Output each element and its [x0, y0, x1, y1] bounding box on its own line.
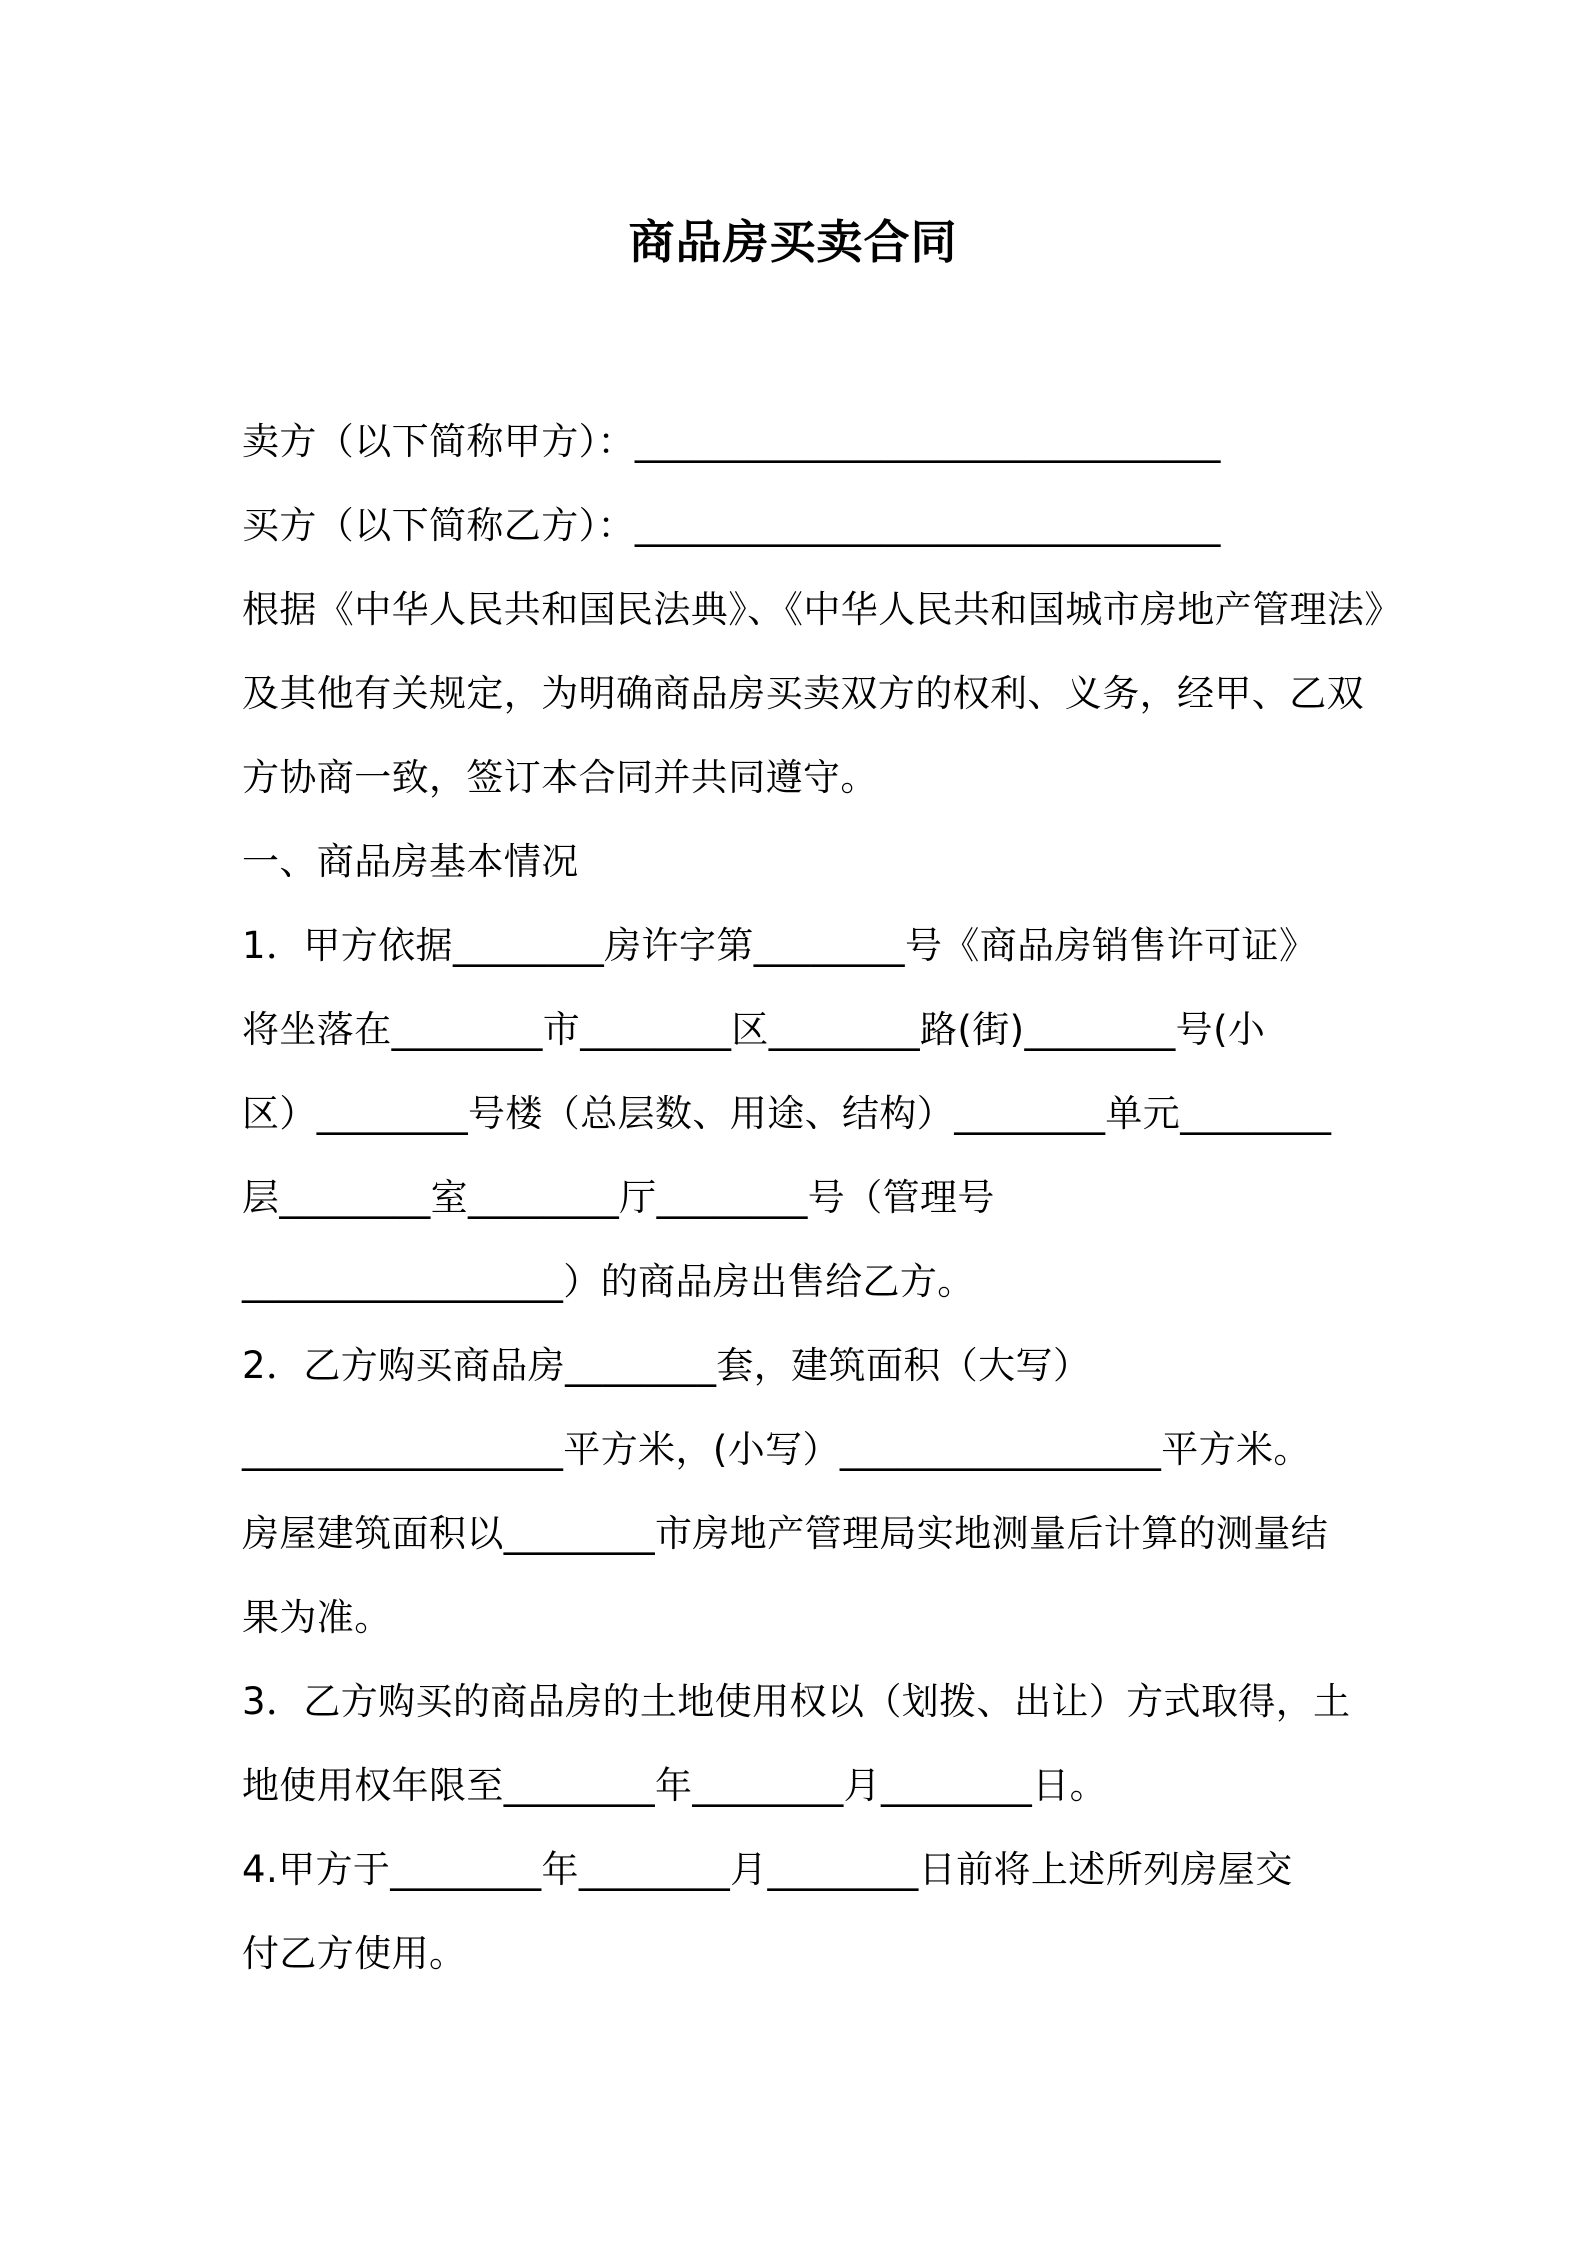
clause-1-line-3: 区）________号楼（总层数、用途、结构）________单元________ [242, 1092, 1332, 1135]
clause-1-line-1: 1．甲方依据________房许字第________号《商品房销售许可证》 [242, 924, 1317, 967]
preamble-line-1: 根据《中华人民共和国民法典》、《中华人民共和国城市房地产管理法》 [242, 588, 1402, 631]
clause-3-line-1: 3．乙方购买的商品房的土地使用权以（划拨、出让）方式取得，土 [242, 1680, 1351, 1723]
clause-1-line-4: 层________室________厅________号（管理号 [242, 1176, 995, 1219]
clause-2-line-2: _________________平方米，(小写）_________________平方米。 [242, 1428, 1311, 1471]
clause-2-line-3: 房屋建筑面积以________市房地产管理局实地测量后计算的测量结 [242, 1512, 1329, 1555]
clause-2-line-4: 果为准。 [242, 1596, 392, 1639]
clause-4-line-1: 4.甲方于________年________月________日前将上述所列房屋交 [242, 1848, 1293, 1891]
clause-3-line-2: 地使用权年限至________年________月________日。 [242, 1764, 1107, 1807]
clause-4-line-2: 付乙方使用。 [242, 1932, 467, 1975]
seller-line: 卖方（以下简称甲方）：_______________________________ [242, 420, 1221, 463]
section-heading: 一、商品房基本情况 [242, 840, 579, 883]
preamble-line-2: 及其他有关规定，为明确商品房买卖双方的权利、义务，经甲、乙双 [242, 672, 1364, 715]
clause-2-line-1: 2．乙方购买商品房________套，建筑面积（大写） [242, 1344, 1091, 1387]
buyer-line: 买方（以下简称乙方）：_______________________________ [242, 504, 1221, 547]
document-title: 商品房买卖合同 [628, 215, 958, 269]
preamble-line-3: 方协商一致，签订本合同并共同遵守。 [242, 756, 878, 799]
clause-1-line-5: _________________）的商品房出售给乙方。 [242, 1260, 975, 1303]
clause-1-line-2: 将坐落在________市________区________路(街)________号(小 [242, 1008, 1266, 1051]
